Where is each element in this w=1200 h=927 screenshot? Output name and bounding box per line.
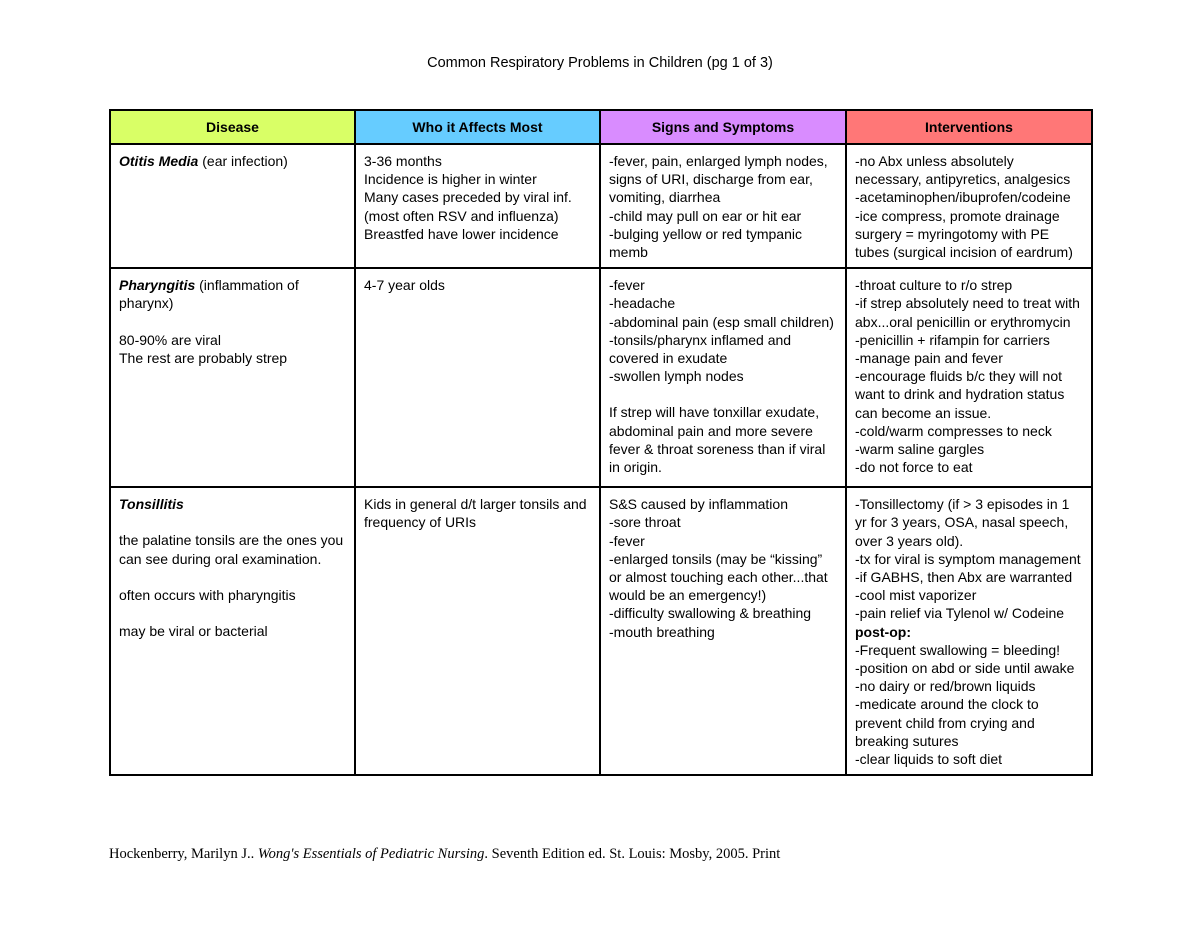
cell-line: -swollen lymph nodes (609, 368, 744, 385)
cell-line: -pain relief via Tylenol w/ Codeine (855, 605, 1065, 622)
cell-interventions (846, 487, 1092, 775)
cell-line: If strep will have tonxillar exudate, abdominal pain and more severe fever & throat soreness than if viral in origin. (609, 404, 830, 476)
cell-line: post-op: (855, 623, 911, 640)
cell-line: -headache (609, 295, 676, 312)
disease-description: (inflammation of pharynx) (119, 277, 303, 312)
cell-line: Incidence is higher in winter (364, 171, 537, 188)
cell-signs-and-symptoms (600, 268, 846, 487)
citation-book-title: Wong's Essentials of Pediatric Nursing (257, 846, 485, 862)
blank-line (119, 568, 346, 586)
blank-line (119, 604, 346, 622)
cell-line: 80-90% are viral (119, 331, 221, 348)
disease-heading (119, 495, 346, 513)
blank-line (119, 313, 346, 331)
cell-line: -fever (609, 277, 645, 294)
cell-disease (110, 487, 355, 775)
disease-name: Otitis Media (119, 153, 199, 169)
disease-description: (ear infection) (198, 153, 288, 169)
header-disease: Disease (110, 110, 355, 144)
citation-author: Hockenberry, Marilyn J.. (109, 846, 258, 862)
cell-line: -fever, pain, enlarged lymph nodes, signs of URI, discharge from ear, vomiting, diarrhea (609, 153, 832, 206)
cell-who-it-affects-most (355, 268, 600, 487)
cell-line: -sore throat (609, 514, 681, 531)
header-signs-and-symptoms: Signs and Symptoms (600, 110, 846, 144)
cell-interventions (846, 268, 1092, 487)
cell-line: -cool mist vaporizer (855, 587, 977, 604)
header-who-it-affects-most: Who it Affects Most (355, 110, 600, 144)
cell-line: -tx for viral is symptom management (855, 550, 1081, 567)
respiratory-problems-table (109, 109, 1093, 776)
cell-line: -Tonsillectomy (if > 3 episodes in 1 yr for 3 years, OSA, nasal speech, over 3 years old). (855, 496, 1074, 549)
cell-line: 3-36 months (364, 153, 442, 169)
blank-line (119, 513, 346, 531)
cell-line: Breastfed have lower incidence (364, 225, 559, 242)
cell-line: -difficulty swallowing & breathing (609, 605, 812, 622)
cell-who-it-affects-most (355, 487, 600, 775)
disease-heading (119, 152, 346, 170)
cell-line: 4-7 year olds (364, 277, 445, 294)
cell-line: -warm saline gargles (855, 441, 985, 458)
cell-signs-and-symptoms (600, 144, 846, 268)
cell-disease (110, 144, 355, 268)
cell-line: The rest are probably strep (119, 349, 288, 366)
cell-line: -no dairy or red/brown liquids (855, 678, 1036, 695)
cell-line: -tonsils/pharynx inflamed and covered in exudate (609, 331, 795, 367)
cell-line: -penicillin + rifampin for carriers (855, 331, 1050, 348)
cell-line: -throat culture to r/o strep (855, 277, 1013, 294)
cell-line: often occurs with pharyngitis (119, 586, 296, 603)
cell-disease (110, 268, 355, 487)
cell-line: the palatine tonsils are the ones you can see during oral examination. (119, 532, 348, 567)
cell-line: -bulging yellow or red tympanic memb (609, 225, 806, 261)
page-title: Common Respiratory Problems in Children (pg 1 of 3) (427, 55, 773, 71)
cell-line: S&S caused by inflammation (609, 496, 788, 513)
cell-line: -encourage fluids b/c they will not want to drink and hydration status can become an issue. (855, 368, 1069, 421)
cell-line: -no Abx unless absolutely necessary, antipyretics, analgesics (855, 153, 1071, 188)
table-header-row (110, 110, 1092, 144)
cell-line: may be viral or bacterial (119, 623, 268, 640)
cell-line: -Frequent swallowing = bleeding! (855, 641, 1061, 658)
cell-line: -fever (609, 532, 645, 549)
table-row-otitis-media (110, 144, 1092, 268)
cell-line: Kids in general d/t larger tonsils and frequency of URIs (364, 496, 591, 531)
table-row-pharyngitis (110, 268, 1092, 487)
cell-line: -if strep absolutely need to treat with abx...oral penicillin or erythromycin (855, 295, 1084, 330)
cell-line: -clear liquids to soft diet (855, 751, 1003, 768)
cell-line: -medicate around the clock to prevent child from crying and breaking sutures (855, 696, 1043, 749)
cell-line: -do not force to eat (855, 459, 973, 476)
citation (109, 846, 780, 863)
cell-line: -acetaminophen/ibuprofen/codeine (855, 189, 1071, 206)
cell-line: -enlarged tonsils (may be “kissing” or almost touching each other...that would be an emergency!) (609, 550, 832, 604)
table-row-tonsillitis (110, 487, 1092, 775)
cell-line: -abdominal pain (esp small children) (609, 313, 834, 330)
blank-line (609, 385, 837, 403)
disease-name: Tonsillitis (119, 496, 184, 513)
cell-line: -cold/warm compresses to neck (855, 422, 1052, 439)
disease-heading (119, 276, 346, 312)
cell-line: surgery = myringotomy with PE tubes (surgical incision of eardrum) (855, 225, 1073, 261)
cell-line: -child may pull on ear or hit ear (609, 207, 802, 224)
cell-line: Many cases preceded by viral inf. (364, 189, 572, 206)
cell-line: -position on abd or side until awake (855, 660, 1075, 677)
cell-interventions (846, 144, 1092, 268)
cell-line: -if GABHS, then Abx are warranted (855, 569, 1073, 586)
cell-line: -manage pain and fever (855, 350, 1003, 367)
cell-line: (most often RSV and influenza) (364, 207, 559, 224)
cell-who-it-affects-most (355, 144, 600, 268)
disease-name: Pharyngitis (119, 277, 196, 294)
cell-line: -mouth breathing (609, 623, 715, 640)
citation-publication: . Seventh Edition ed. St. Louis: Mosby, 2005. Print (484, 846, 781, 862)
cell-line: -ice compress, promote drainage (855, 207, 1060, 224)
header-interventions: Interventions (846, 110, 1092, 144)
cell-signs-and-symptoms (600, 487, 846, 775)
